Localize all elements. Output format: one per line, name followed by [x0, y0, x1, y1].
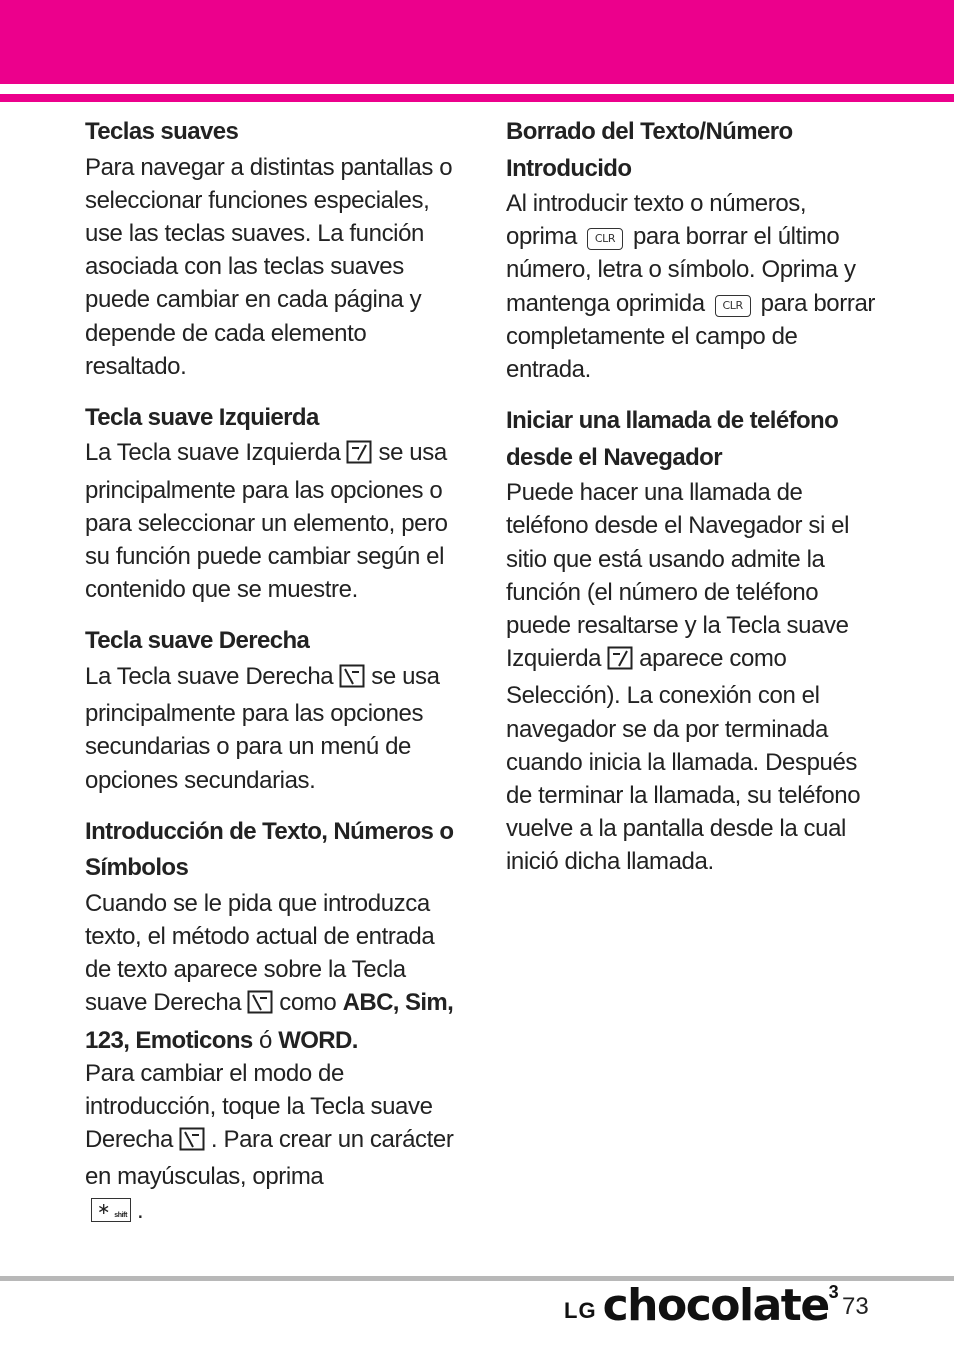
body-text: para borrar el último número, letra o símbolo. Oprima y mantenga oprimida	[506, 223, 856, 317]
body-text: Cuando se le pida que introduzca texto, el método actual de entrada de texto aparece sobre la Tecla suave Derecha	[85, 889, 435, 1017]
right-soft-key-icon	[339, 664, 365, 697]
section-tecla-derecha	[85, 623, 460, 796]
page-number: 73	[842, 1293, 869, 1320]
section-heading: Iniciar una llamada de teléfono desde el Navegador	[506, 407, 839, 471]
input-modes: ABC, Sim, 123, Emoticons	[85, 989, 454, 1054]
section-llamada-navegador	[506, 403, 881, 878]
section-teclas-suaves	[85, 114, 460, 383]
section-tecla-izquierda	[85, 400, 460, 607]
section-body: Para navegar a distintas pantallas o seleccionar funciones especiales, use las teclas suaves. La función asociada con las teclas suaves puede cambiar en cada página y depende de cada elemento resaltado.	[85, 153, 453, 380]
body-text: como	[279, 989, 337, 1017]
left-soft-key-icon	[346, 440, 372, 473]
brand-name: chocolate	[602, 1280, 829, 1331]
clr-key-icon: CLR	[715, 295, 751, 317]
section-body	[85, 660, 460, 797]
header-bar	[0, 0, 954, 84]
clr-key-icon: CLR	[587, 228, 623, 250]
body-text: La Tecla suave Derecha	[85, 662, 334, 690]
section-body	[506, 476, 881, 878]
section-body	[85, 887, 460, 1227]
section-heading: Tecla suave Izquierda	[85, 403, 319, 431]
header-rule	[0, 94, 954, 102]
right-column	[506, 114, 881, 896]
body-text: Para cambiar el modo de introducción, toque la Tecla suave Derecha	[85, 1059, 433, 1154]
body-text: ó	[258, 1026, 272, 1054]
shift-key-icon: ∗ shift	[91, 1198, 131, 1222]
right-soft-key-icon	[179, 1127, 205, 1160]
section-introduccion-texto	[85, 814, 460, 1227]
body-text: . Para crear un carácter en mayúsculas, oprima	[85, 1126, 454, 1191]
shift-key-label: shift	[114, 1211, 127, 1219]
section-heading: Tecla suave Derecha	[85, 627, 310, 655]
section-body	[85, 436, 460, 606]
left-column	[85, 114, 460, 1244]
body-text: Puede hacer una llamada de teléfono desde el Navegador si el sitio que está usando admite la función (el número de teléfono puede resaltarse y la Tecla suave Izquierda	[506, 479, 850, 673]
brand-logo	[564, 1280, 839, 1330]
body-text: se usa principalmente para las opciones o para seleccionar un elemento, pero su función puede cambiar según el contenido que se muestre.	[85, 439, 448, 604]
section-heading: Borrado del Texto/Número Introducido	[506, 118, 793, 182]
section-heading: Teclas suaves	[85, 118, 239, 145]
body-text: se usa principalmente para las opciones secundarias o para un menú de opciones secundarias.	[85, 662, 440, 794]
left-soft-key-icon	[607, 646, 633, 679]
body-text: aparece como Selección). La conexión con el navegador se da por terminada cuando inicia la llamada. Después de terminar la llamada, su teléfono vuelve a la pantalla desde la cual inició dicha llamada.	[506, 645, 861, 876]
brand-lg: LG	[564, 1298, 597, 1323]
section-borrado	[506, 114, 881, 386]
body-text: .	[137, 1196, 144, 1224]
brand-superscript: 3	[828, 1282, 839, 1302]
section-body	[506, 187, 881, 386]
input-mode-word: WORD.	[278, 1026, 358, 1054]
body-text: Al introducir texto o números, oprima	[506, 190, 807, 251]
body-text: La Tecla suave Izquierda	[85, 439, 341, 467]
body-text: para borrar completamente el campo de entrada.	[506, 289, 875, 384]
section-heading: Introducción de Texto, Números o Símbolos	[85, 817, 454, 882]
right-soft-key-icon	[247, 990, 273, 1023]
